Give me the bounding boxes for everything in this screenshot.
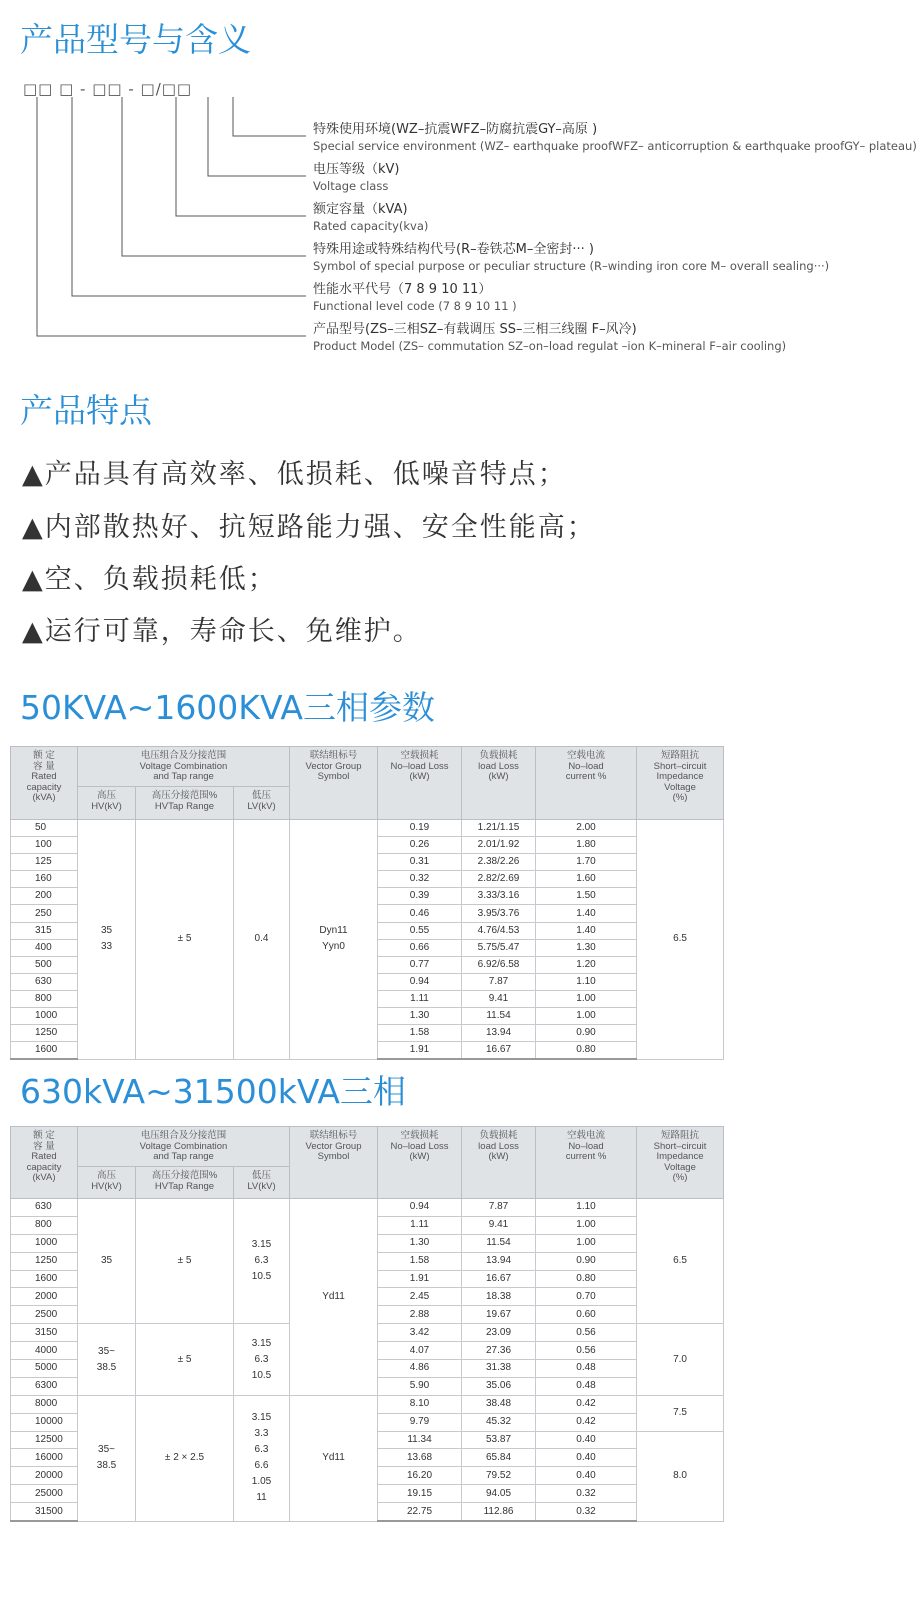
cell-noload-loss: 1.91 xyxy=(378,1270,462,1288)
cell-load-loss: 23.09 xyxy=(462,1324,536,1342)
cell-noload-current: 1.00 xyxy=(536,1216,637,1234)
header-capacity: 额 定 容 量 Rated capacity (kVA) xyxy=(11,747,78,820)
header-hv-tap: 高压分接范围% HVTap Range xyxy=(136,787,234,820)
cell-capacity: 315 xyxy=(11,922,78,939)
cell-noload-current: 0.80 xyxy=(536,1270,637,1288)
cell-hv-tap: ± 5 xyxy=(136,1199,234,1324)
cell-noload-current: 2.00 xyxy=(536,820,637,837)
cell-vector-group: Dyn11 Yyn0 xyxy=(290,820,378,1060)
header-noload-loss: 空载损耗 No–load Loss (kW) xyxy=(378,1127,462,1199)
table-row xyxy=(11,820,724,837)
cell-noload-loss: 16.20 xyxy=(378,1467,462,1485)
annotation-zh: 电压等级（kV) xyxy=(313,162,400,177)
cell-noload-current: 1.30 xyxy=(536,939,637,956)
cell-capacity: 12500 xyxy=(11,1431,78,1449)
annotation-model xyxy=(313,321,786,354)
cell-noload-current: 0.42 xyxy=(536,1395,637,1413)
cell-load-loss: 2.38/2.26 xyxy=(462,854,536,871)
cell-noload-loss: 0.77 xyxy=(378,956,462,973)
cell-impedance: 6.5 xyxy=(637,820,724,1060)
spec-table-2 xyxy=(10,1126,724,1522)
cell-load-loss: 38.48 xyxy=(462,1395,536,1413)
cell-noload-current: 1.20 xyxy=(536,956,637,973)
header-noload-current: 空载电流 No–load current % xyxy=(536,747,637,820)
cell-hv-tap: ± 5 xyxy=(136,1324,234,1396)
cell-capacity: 160 xyxy=(11,871,78,888)
cell-load-loss: 7.87 xyxy=(462,1199,536,1217)
cell-capacity: 50 xyxy=(11,820,78,837)
cell-noload-current: 1.50 xyxy=(536,888,637,905)
cell-capacity: 20000 xyxy=(11,1467,78,1485)
cell-noload-loss: 1.11 xyxy=(378,990,462,1007)
header-impedance: 短路阻抗 Short–circuit Impedance Voltage (%) xyxy=(637,747,724,820)
cell-noload-loss: 22.75 xyxy=(378,1503,462,1521)
cell-load-loss: 16.67 xyxy=(462,1042,536,1060)
cell-capacity: 2500 xyxy=(11,1306,78,1324)
model-code-pattern: □□ □ - □□ - □/□□ xyxy=(23,80,193,98)
cell-impedance: 7.0 xyxy=(637,1324,724,1396)
annotation-environment xyxy=(313,121,917,154)
header-lv: 低压 LV(kV) xyxy=(234,1167,290,1199)
cell-load-loss: 13.94 xyxy=(462,1252,536,1270)
annotation-zh: 特殊用途或特殊结构代号(R–卷铁芯M–全密封··· ) xyxy=(313,242,594,257)
table-row xyxy=(11,1199,724,1217)
cell-load-loss: 13.94 xyxy=(462,1025,536,1042)
cell-load-loss: 9.41 xyxy=(462,990,536,1007)
annotation-en: Symbol of special purpose or peculiar structure (R–winding iron core M– overall sealing···) xyxy=(313,259,830,273)
cell-capacity: 200 xyxy=(11,888,78,905)
cell-vector-group: Yd11 xyxy=(290,1395,378,1521)
cell-noload-current: 0.90 xyxy=(536,1252,637,1270)
section-title-model: 产品型号与含义 xyxy=(20,20,251,59)
header-lv: 低压 LV(kV) xyxy=(234,787,290,820)
cell-noload-loss: 0.32 xyxy=(378,871,462,888)
cell-noload-current: 0.56 xyxy=(536,1342,637,1360)
cell-noload-current: 1.00 xyxy=(536,1234,637,1252)
cell-noload-loss: 1.11 xyxy=(378,1216,462,1234)
cell-noload-current: 0.40 xyxy=(536,1467,637,1485)
cell-noload-current: 0.42 xyxy=(536,1413,637,1431)
annotation-en: Functional level code (7 8 9 10 11 ) xyxy=(313,299,517,313)
cell-capacity: 1600 xyxy=(11,1042,78,1060)
cell-capacity: 1000 xyxy=(11,1234,78,1252)
table-row xyxy=(11,1395,724,1413)
cell-noload-loss: 4.86 xyxy=(378,1360,462,1378)
cell-capacity: 1000 xyxy=(11,1008,78,1025)
cell-noload-current: 1.70 xyxy=(536,854,637,871)
cell-vector-group: Yd11 xyxy=(290,1199,378,1396)
cell-load-loss: 3.33/3.16 xyxy=(462,888,536,905)
cell-load-loss: 3.95/3.76 xyxy=(462,905,536,922)
annotation-zh: 额定容量（kVA) xyxy=(313,202,408,217)
header-impedance: 短路阻抗 Short–circuit Impedance Voltage (%) xyxy=(637,1127,724,1199)
cell-capacity: 125 xyxy=(11,854,78,871)
cell-load-loss: 11.54 xyxy=(462,1008,536,1025)
cell-hv: 35~ 38.5 xyxy=(78,1395,136,1521)
leader-line-level xyxy=(72,97,306,296)
cell-hv: 35 xyxy=(78,1199,136,1324)
cell-capacity: 5000 xyxy=(11,1360,78,1378)
feature-item: ▲产品具有高效率、低损耗、低噪音特点； xyxy=(22,459,567,490)
cell-noload-loss: 1.91 xyxy=(378,1042,462,1060)
cell-load-loss: 65.84 xyxy=(462,1449,536,1467)
cell-capacity: 1600 xyxy=(11,1270,78,1288)
cell-hv: 35 33 xyxy=(78,820,136,1060)
cell-load-loss: 16.67 xyxy=(462,1270,536,1288)
header-noload-current: 空载电流 No–load current % xyxy=(536,1127,637,1199)
spec-table-1 xyxy=(10,746,724,1060)
cell-noload-loss: 0.94 xyxy=(378,973,462,990)
section-title-table1: 50KVA~1600KVA三相参数 xyxy=(20,688,435,727)
cell-impedance: 8.0 xyxy=(637,1431,724,1521)
cell-load-loss: 1.21/1.15 xyxy=(462,820,536,837)
cell-capacity: 100 xyxy=(11,837,78,854)
cell-capacity: 400 xyxy=(11,939,78,956)
cell-load-loss: 7.87 xyxy=(462,973,536,990)
cell-load-loss: 4.76/4.53 xyxy=(462,922,536,939)
cell-capacity: 25000 xyxy=(11,1485,78,1503)
cell-noload-loss: 1.58 xyxy=(378,1252,462,1270)
section-title-table2: 630kVA~31500kVA三相 xyxy=(20,1072,406,1111)
header-capacity: 额 定 容 量 Rated capacity (kVA) xyxy=(11,1127,78,1199)
cell-noload-loss: 9.79 xyxy=(378,1413,462,1431)
cell-noload-loss: 4.07 xyxy=(378,1342,462,1360)
cell-hv: 35~ 38.5 xyxy=(78,1324,136,1396)
annotation-en: Product Model (ZS– commutation SZ–on–load regulat –ion K–mineral F–air cooling) xyxy=(313,339,787,353)
cell-noload-current: 0.60 xyxy=(536,1306,637,1324)
cell-load-loss: 79.52 xyxy=(462,1467,536,1485)
header-noload-loss: 空载损耗 No–load Loss (kW) xyxy=(378,747,462,820)
model-code-leader-lines xyxy=(0,0,320,345)
cell-noload-current: 0.40 xyxy=(536,1431,637,1449)
cell-load-loss: 94.05 xyxy=(462,1485,536,1503)
cell-noload-current: 0.32 xyxy=(536,1503,637,1521)
feature-item: ▲运行可靠，寿命长、免维护。 xyxy=(22,616,422,647)
cell-noload-current: 0.48 xyxy=(536,1360,637,1378)
cell-noload-loss: 1.30 xyxy=(378,1008,462,1025)
annotation-zh: 性能水平代号（7 8 9 10 11） xyxy=(313,282,492,297)
cell-load-loss: 19.67 xyxy=(462,1306,536,1324)
cell-load-loss: 18.38 xyxy=(462,1288,536,1306)
cell-capacity: 250 xyxy=(11,905,78,922)
cell-capacity: 800 xyxy=(11,1216,78,1234)
cell-capacity: 630 xyxy=(11,1199,78,1217)
cell-noload-loss: 0.39 xyxy=(378,888,462,905)
cell-noload-current: 0.56 xyxy=(536,1324,637,1342)
annotation-en: Special service environment (WZ– earthquake proofWFZ– anticorruption & earthquake proofGY– plateau) xyxy=(313,139,917,153)
cell-noload-current: 1.00 xyxy=(536,1008,637,1025)
cell-load-loss: 6.92/6.58 xyxy=(462,956,536,973)
cell-load-loss: 35.06 xyxy=(462,1377,536,1395)
header-load-loss: 负载损耗 load Loss (kW) xyxy=(462,747,536,820)
cell-noload-loss: 19.15 xyxy=(378,1485,462,1503)
leader-line-capacity xyxy=(176,97,306,216)
cell-hv-tap: ± 5 xyxy=(136,820,234,1060)
cell-capacity: 500 xyxy=(11,956,78,973)
cell-noload-current: 0.40 xyxy=(536,1449,637,1467)
cell-noload-current: 1.80 xyxy=(536,837,637,854)
annotation-en: Rated capacity(kva) xyxy=(313,219,429,233)
cell-noload-loss: 1.58 xyxy=(378,1025,462,1042)
section-title-features: 产品特点 xyxy=(20,391,152,430)
cell-lv: 3.15 3.3 6.3 6.6 1.05 11 xyxy=(234,1395,290,1521)
cell-capacity: 2000 xyxy=(11,1288,78,1306)
cell-lv: 3.15 6.3 10.5 xyxy=(234,1199,290,1324)
cell-noload-current: 1.60 xyxy=(536,871,637,888)
cell-capacity: 630 xyxy=(11,973,78,990)
cell-noload-current: 1.00 xyxy=(536,990,637,1007)
cell-capacity: 31500 xyxy=(11,1503,78,1521)
annotation-capacity xyxy=(313,201,428,234)
cell-impedance: 6.5 xyxy=(637,1199,724,1324)
leader-line-environment xyxy=(233,97,306,136)
cell-capacity: 8000 xyxy=(11,1395,78,1413)
cell-capacity: 4000 xyxy=(11,1342,78,1360)
annotation-zh: 特殊使用环境(WZ–抗震WFZ–防腐抗震GY–高原 ) xyxy=(313,122,598,137)
cell-capacity: 800 xyxy=(11,990,78,1007)
annotation-level xyxy=(313,281,517,314)
cell-lv: 0.4 xyxy=(234,820,290,1060)
annotation-zh: 产品型号(ZS–三相SZ–有载调压 SS–三相三线圈 F–风冷) xyxy=(313,322,637,337)
cell-noload-current: 0.90 xyxy=(536,1025,637,1042)
cell-noload-loss: 0.55 xyxy=(378,922,462,939)
header-vector-group: 联结组标号 Vector Group Symbol xyxy=(290,1127,378,1199)
cell-noload-loss: 0.26 xyxy=(378,837,462,854)
cell-capacity: 16000 xyxy=(11,1449,78,1467)
cell-noload-loss: 1.30 xyxy=(378,1234,462,1252)
cell-load-loss: 9.41 xyxy=(462,1216,536,1234)
cell-noload-loss: 5.90 xyxy=(378,1377,462,1395)
cell-hv-tap: ± 2 × 2.5 xyxy=(136,1395,234,1521)
annotation-en: Voltage class xyxy=(313,179,389,193)
header-voltage-combination: 电压组合及分接范围 Voltage Combination and Tap range xyxy=(78,747,290,787)
cell-impedance: 7.5 xyxy=(637,1395,724,1431)
cell-load-loss: 45.32 xyxy=(462,1413,536,1431)
cell-noload-current: 1.40 xyxy=(536,922,637,939)
header-voltage-combination: 电压组合及分接范围 Voltage Combination and Tap range xyxy=(78,1127,290,1167)
cell-noload-loss: 0.31 xyxy=(378,854,462,871)
cell-noload-current: 0.32 xyxy=(536,1485,637,1503)
cell-capacity: 10000 xyxy=(11,1413,78,1431)
cell-noload-current: 0.70 xyxy=(536,1288,637,1306)
cell-noload-loss: 0.94 xyxy=(378,1199,462,1217)
cell-noload-loss: 8.10 xyxy=(378,1395,462,1413)
cell-noload-loss: 13.68 xyxy=(378,1449,462,1467)
cell-capacity: 1250 xyxy=(11,1025,78,1042)
annotation-voltage xyxy=(313,161,400,194)
cell-noload-loss: 11.34 xyxy=(378,1431,462,1449)
cell-noload-current: 0.48 xyxy=(536,1377,637,1395)
feature-item: ▲内部散热好、抗短路能力强、安全性能高； xyxy=(22,512,596,543)
cell-noload-loss: 0.19 xyxy=(378,820,462,837)
cell-noload-loss: 0.46 xyxy=(378,905,462,922)
cell-load-loss: 2.01/1.92 xyxy=(462,837,536,854)
cell-noload-current: 1.10 xyxy=(536,973,637,990)
header-load-loss: 负载损耗 load Loss (kW) xyxy=(462,1127,536,1199)
cell-load-loss: 11.54 xyxy=(462,1234,536,1252)
header-hv: 高压 HV(kV) xyxy=(78,787,136,820)
cell-capacity: 3150 xyxy=(11,1324,78,1342)
cell-load-loss: 27.36 xyxy=(462,1342,536,1360)
cell-capacity: 1250 xyxy=(11,1252,78,1270)
cell-load-loss: 112.86 xyxy=(462,1503,536,1521)
header-hv-tap: 高压分接范围% HVTap Range xyxy=(136,1167,234,1199)
cell-load-loss: 2.82/2.69 xyxy=(462,871,536,888)
cell-lv: 3.15 6.3 10.5 xyxy=(234,1324,290,1396)
annotation-special xyxy=(313,241,829,274)
cell-noload-loss: 2.45 xyxy=(378,1288,462,1306)
cell-noload-loss: 3.42 xyxy=(378,1324,462,1342)
cell-load-loss: 53.87 xyxy=(462,1431,536,1449)
cell-noload-current: 0.80 xyxy=(536,1042,637,1060)
cell-noload-current: 1.10 xyxy=(536,1199,637,1217)
cell-load-loss: 5.75/5.47 xyxy=(462,939,536,956)
cell-noload-current: 1.40 xyxy=(536,905,637,922)
cell-noload-loss: 0.66 xyxy=(378,939,462,956)
header-vector-group: 联结组标号 Vector Group Symbol xyxy=(290,747,378,820)
feature-item: ▲空、负载损耗低； xyxy=(22,564,277,595)
cell-noload-loss: 2.88 xyxy=(378,1306,462,1324)
cell-load-loss: 31.38 xyxy=(462,1360,536,1378)
header-hv: 高压 HV(kV) xyxy=(78,1167,136,1199)
cell-capacity: 6300 xyxy=(11,1377,78,1395)
